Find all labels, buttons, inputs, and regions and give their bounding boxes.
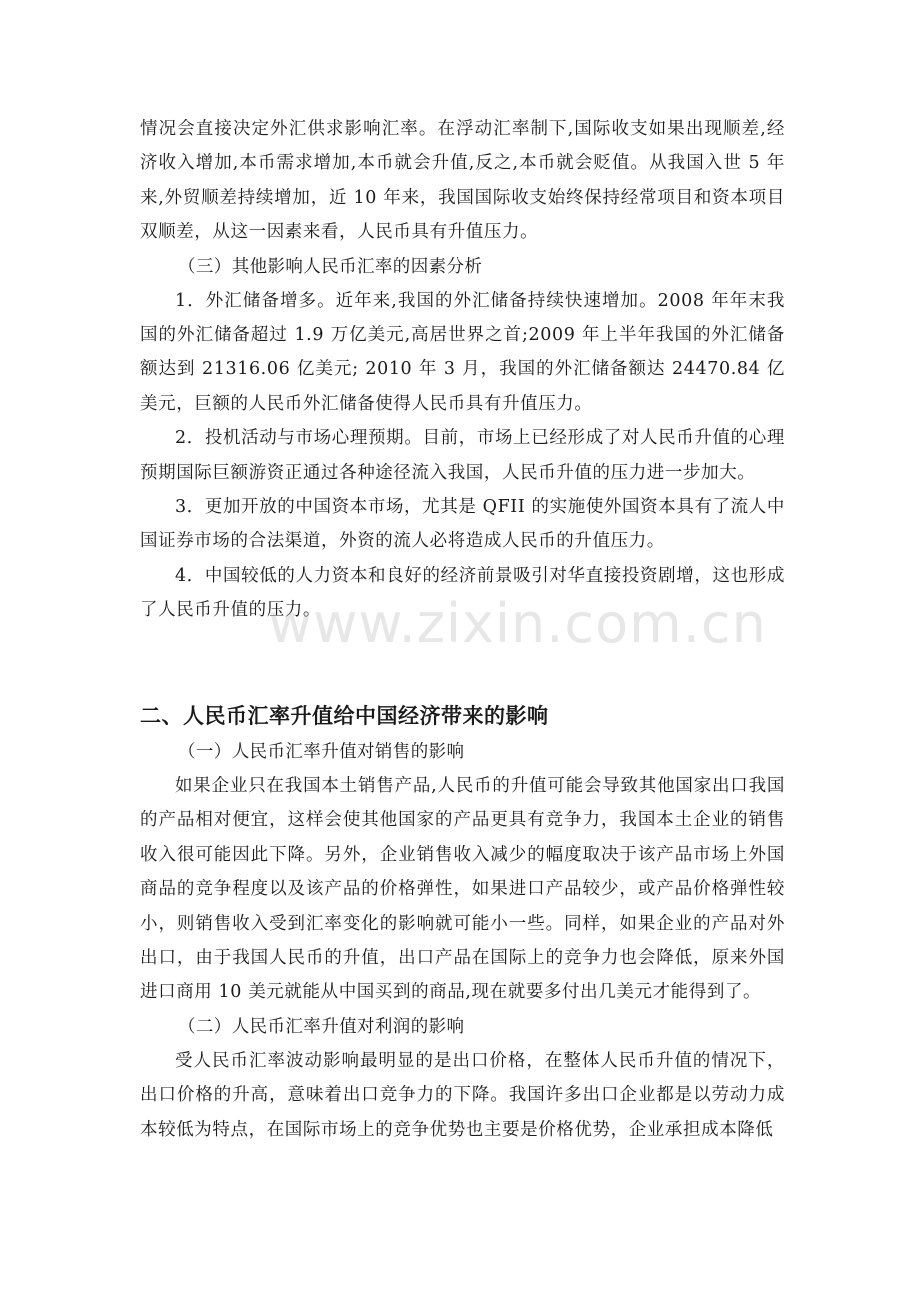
subheading-sales: （一）人民币汇率升值对销售的影响 xyxy=(178,742,465,762)
paragraph-item-3: 3．更加开放的中国资本市场，尤其是 QFII 的实施使外国资本具有了流人中国证券市场的合法渠道，外资的流人必将造成人民币的升值压力。 xyxy=(140,497,785,552)
paragraph-intro: 情况会直接决定外汇供求影响汇率。在浮动汇率制下,国际收支如果出现顺差,经济收入增加,本币需求增加,本币就会升值,反之,本币就会贬值。从我国入世 5 年来,外贸顺差持续增加，近 10 年来，我国国际收支始终保持经常项目和资本项目双顺差，从这一因素来看，人民币具有升值压力。 xyxy=(140,119,785,243)
section-heading: 二、人民币汇率升值给中国经济带来的影响 xyxy=(140,704,549,728)
paragraph-profit: 受人民币汇率波动影响最明显的是出口价格，在整体人民币升值的情况下，出口价格的升高，意味着出口竞争力的下降。我国许多出口企业都是以劳动力成本较低为特点，在国际市场上的竞争优势也主要是价格优势，企业承担成本降低 xyxy=(140,1050,785,1140)
watermark-text: www.zixin.com.cn xyxy=(268,592,767,655)
subheading-profit: （二）人民币汇率升值对利润的影响 xyxy=(178,1016,465,1037)
paragraph-item-4: 4．中国较低的人力资本和良好的经济前景吸引对华直接投资剧增，这也形成了人民币升值的压力。 xyxy=(140,565,785,621)
paragraph-sales: 如果企业只在我国本土销售产品,人民币的升值可能会导致其他国家出口我国的产品相对便宜，这样会使其他国家的产品更具有竞争力，我国本土企业的销售收入很可能因此下降。另外，企业销售收入减少的幅度取决于该产品市场上外国商品的竞争程度以及该产品的价格弹性，如果进口产品较少，或产品价格弹性较小，则销售收入受到汇率变化的影响就可能小一些。同样，如果企业的产品对外出口，由于我国人民币的升值，出口产品在国际上的竞争力也会降低，原来外国进口商用 10 美元就能从中国买到的商品,现在就要多付出几美元才能得到了。 xyxy=(140,776,785,1003)
paragraph-item-2: 2．投机活动与市场心理预期。目前，市场上已经形成了对人民币升值的心理预期国际巨额游资正通过各种途径流入我国，人民币升值的压力进一步加大。 xyxy=(140,428,785,483)
text-section-1 xyxy=(140,112,785,628)
text-section-2 xyxy=(140,699,785,1147)
paragraph-item-1: 1．外汇储备增多。近年来,我国的外汇储备持续快速增加。2008 年年末我国的外汇储备超过 1.9 万亿美元,高居世界之首;2009 年上半年我国的外汇储备额达到 21316.06 亿美元; 2010 年 3 月，我国的外汇储备额达 24470.84 亿美元，巨额的人民币外汇储备使得人民币具有升值压力。 xyxy=(140,290,785,414)
subheading-other-factors: （三）其他影响人民币汇率的因素分析 xyxy=(178,256,483,277)
